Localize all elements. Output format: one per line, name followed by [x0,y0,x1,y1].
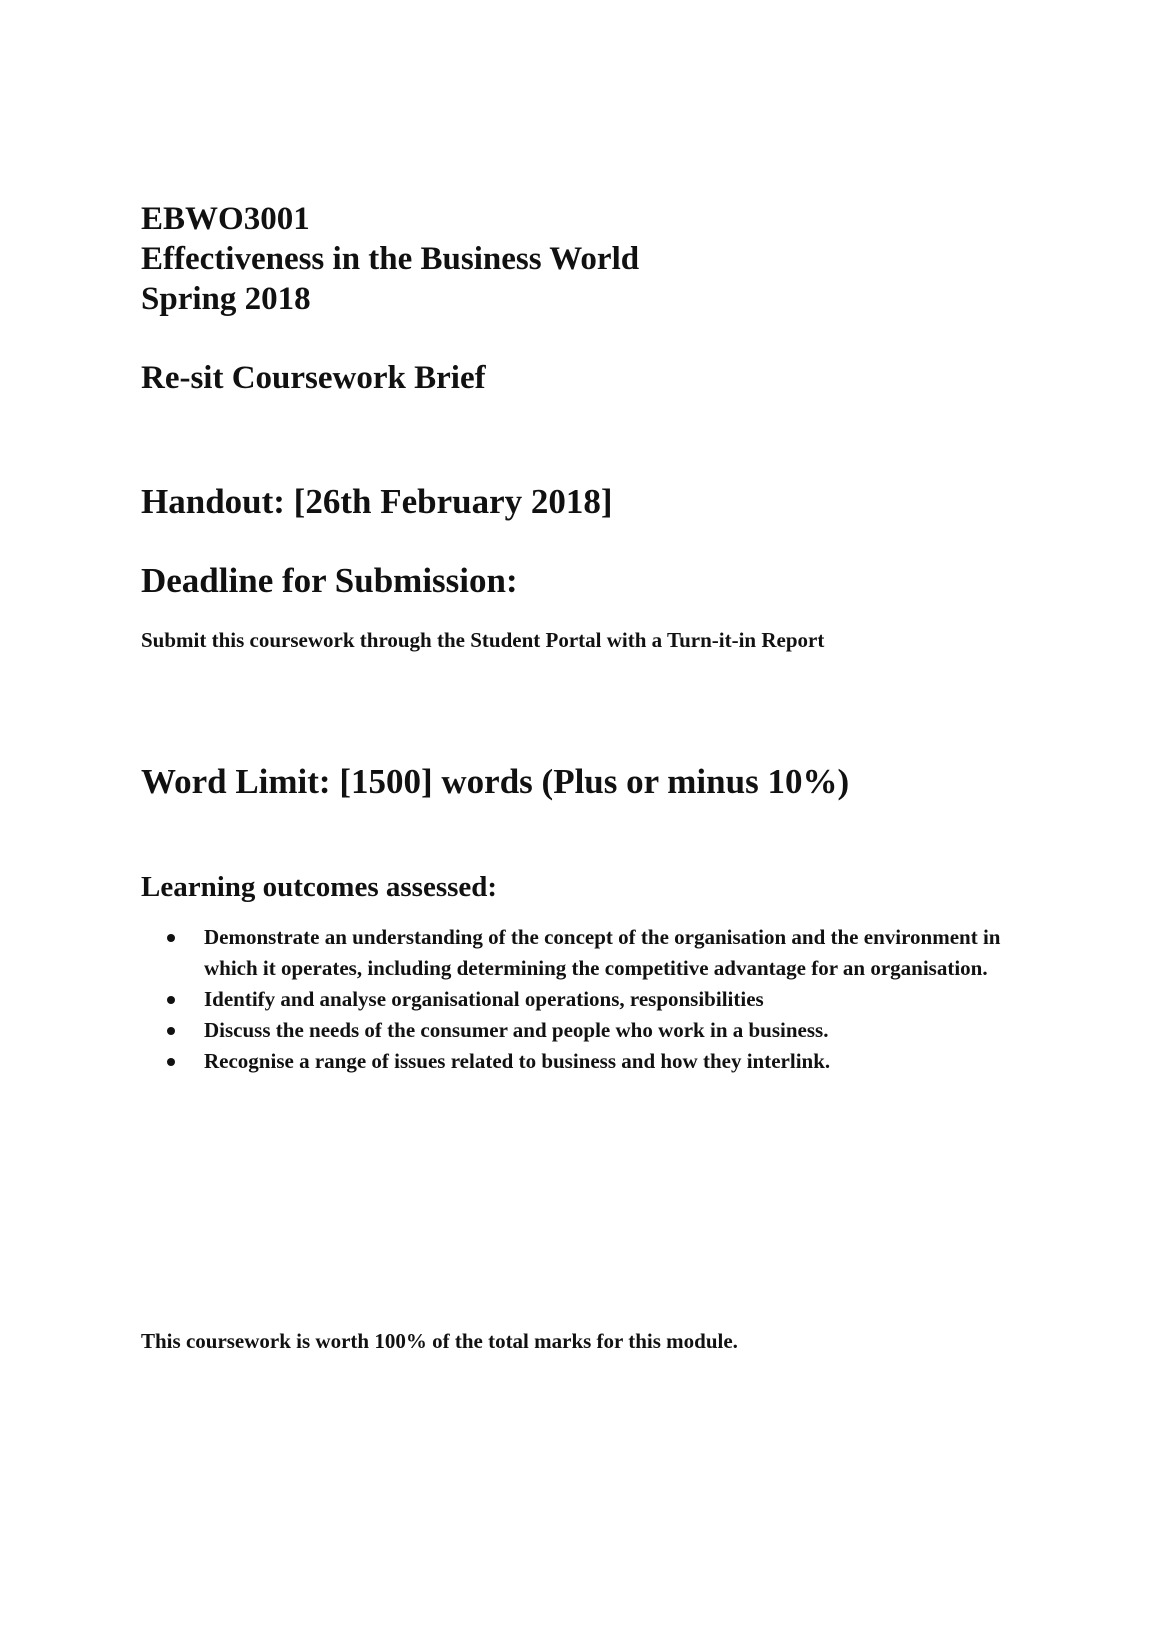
brief-title: Re-sit Coursework Brief [141,360,486,396]
module-code: EBWO3001 [141,201,310,237]
word-limit: Word Limit: [1500] words (Plus or minus 10%) [141,762,850,801]
bullet-icon [167,996,175,1004]
bullet-icon [167,1058,175,1066]
module-title: Effectiveness in the Business World [141,241,640,277]
submission-note: Submit this coursework through the Student Portal with a Turn-it-in Report [141,628,825,652]
list-item [141,1046,1041,1077]
list-item-text: Identify and analyse organisational operations, responsibilities [204,987,764,1011]
term: Spring 2018 [141,281,311,317]
list-item [141,1015,1041,1046]
learning-outcomes-heading: Learning outcomes assessed: [141,871,498,903]
bullet-icon [167,934,175,942]
handout-date: Handout: [26th February 2018] [141,482,613,521]
list-item-text: Discuss the needs of the consumer and people who work in a business. [204,1018,829,1042]
deadline-heading: Deadline for Submission: [141,561,518,600]
list-item-text: Recognise a range of issues related to business and how they interlink. [204,1049,831,1073]
bullet-icon [167,1027,175,1035]
list-item-text: Demonstrate an understanding of the concept of the organisation and the environment in which it operates, including determining the competitive advantage for an organisation. [204,925,1001,980]
list-item [141,984,1041,1015]
marks-worth-note: This coursework is worth 100% of the total marks for this module. [141,1329,738,1353]
list-item [141,922,1041,984]
document-header [141,199,639,319]
learning-outcomes-list [141,922,1041,1077]
